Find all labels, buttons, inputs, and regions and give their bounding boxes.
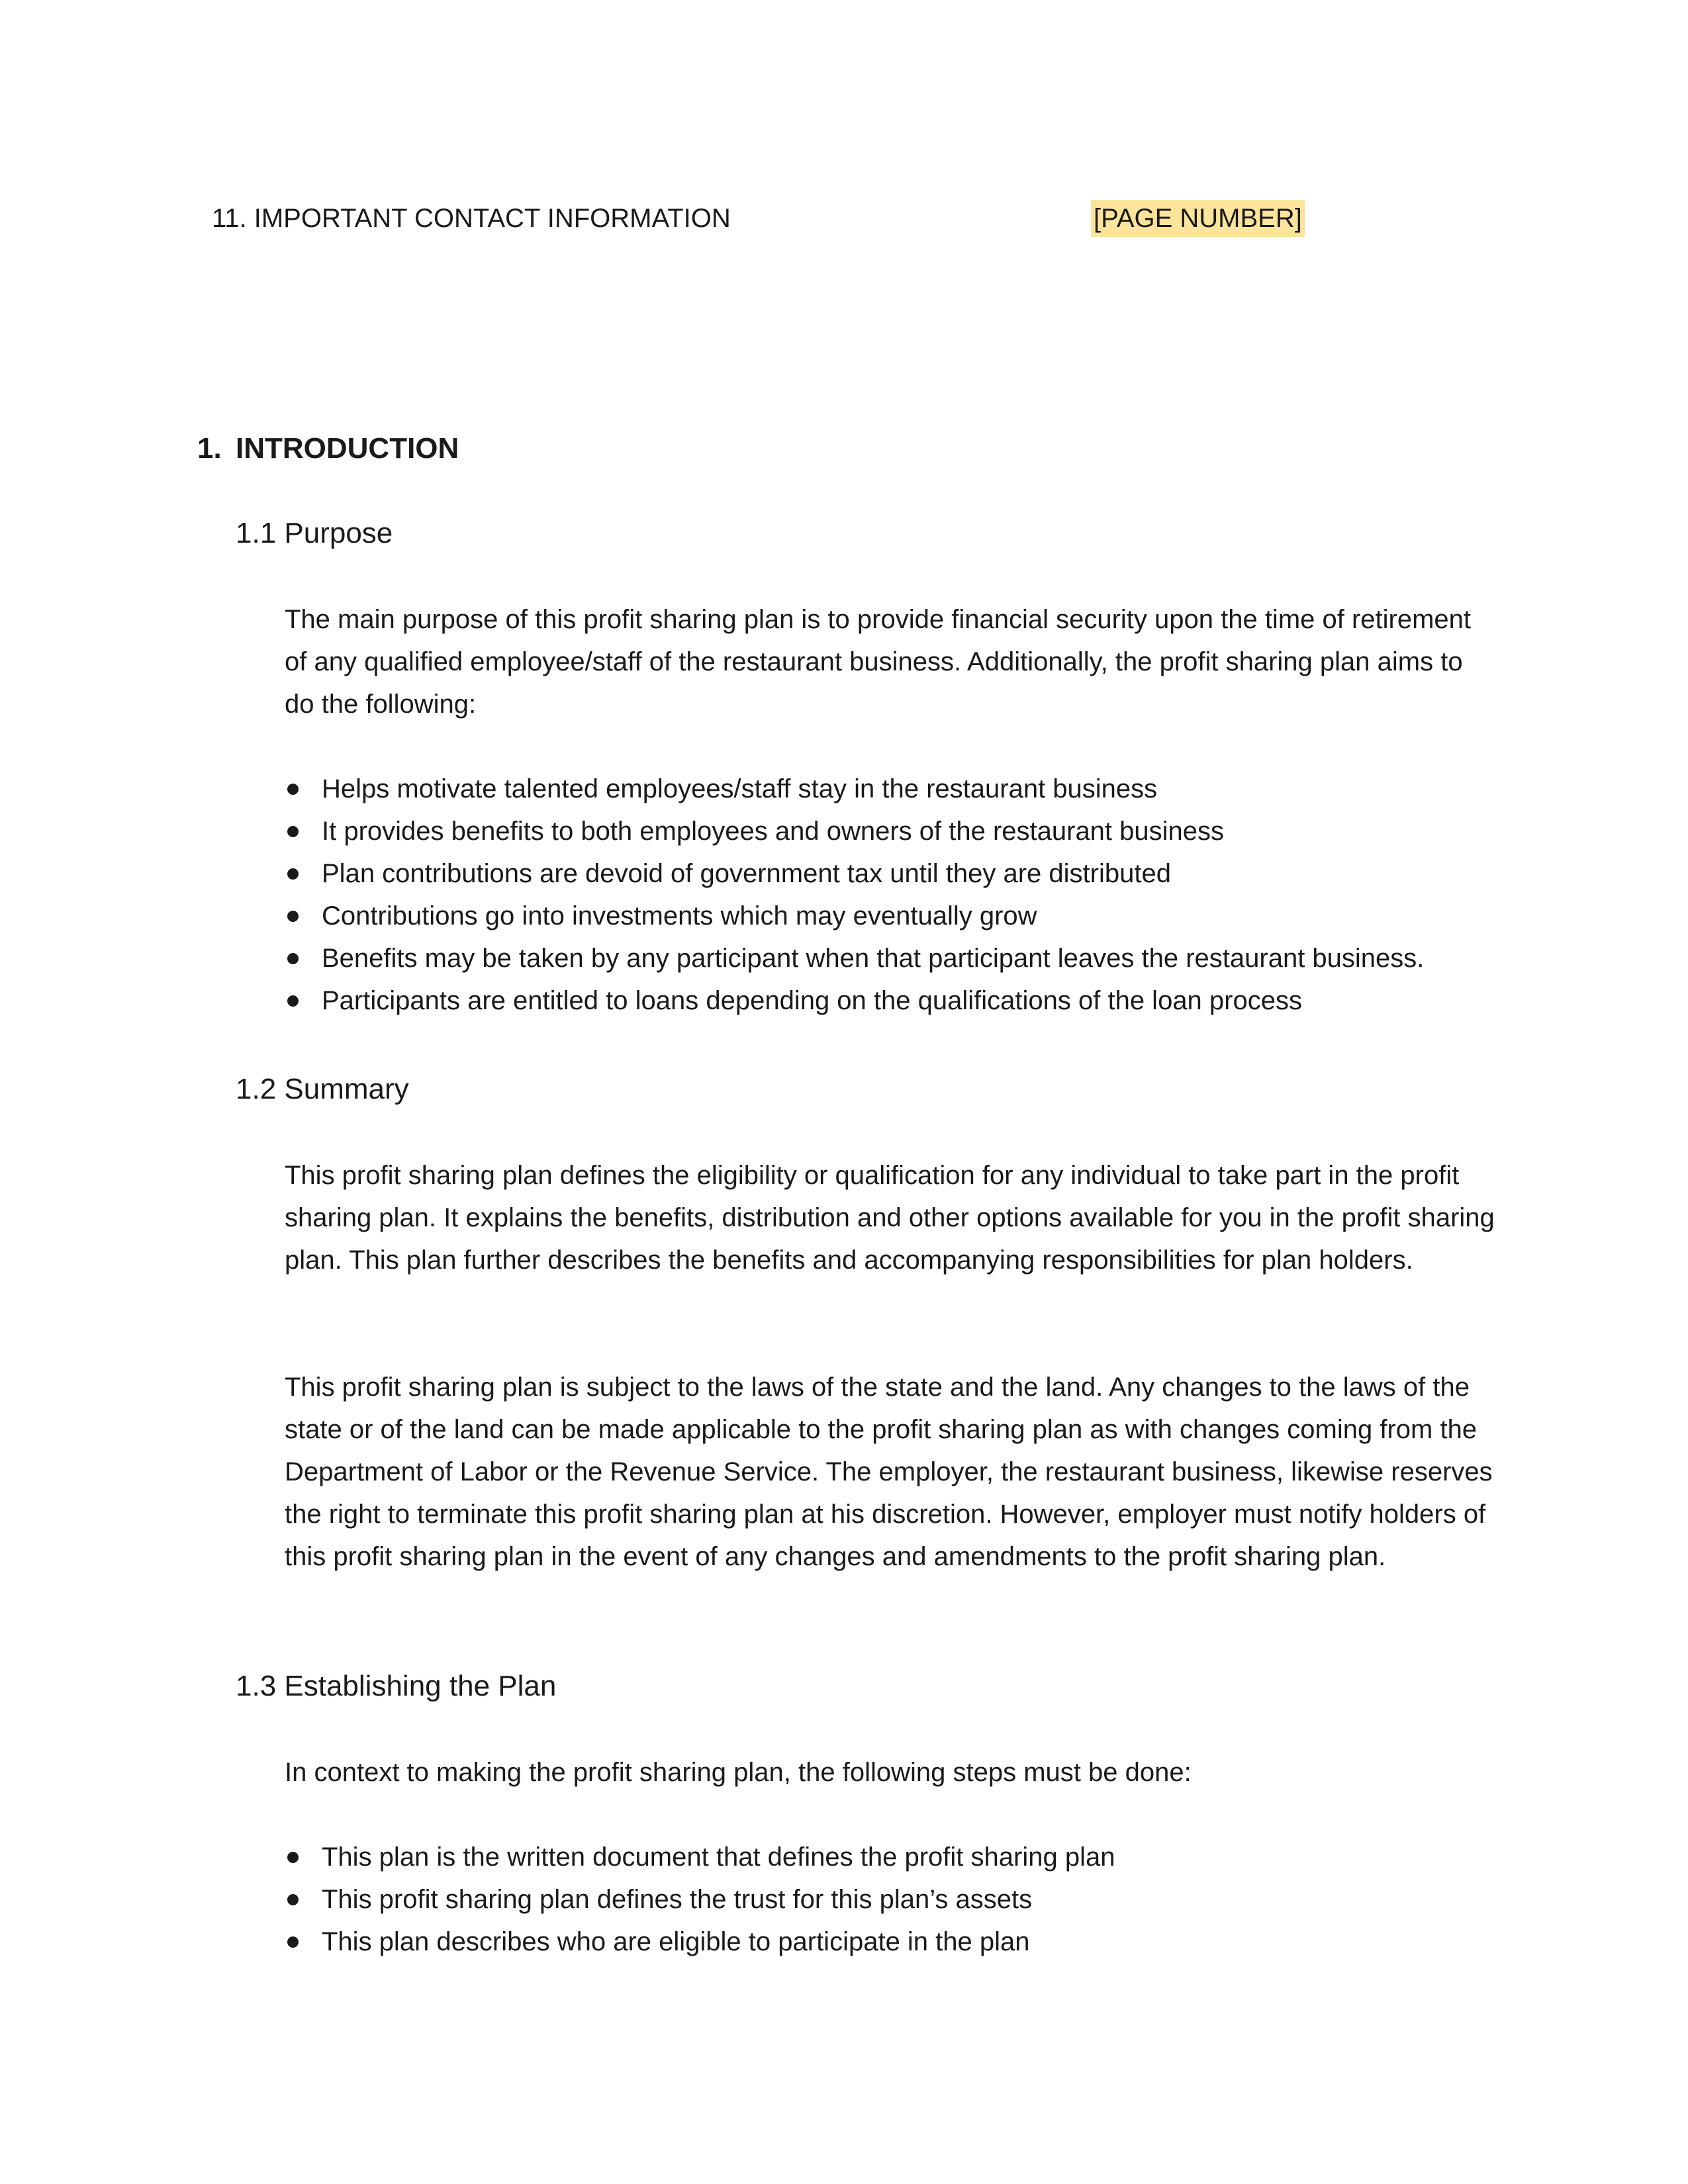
section-number: 1.	[197, 432, 222, 465]
bullet-icon	[287, 995, 299, 1007]
toc-page-number-placeholder: [PAGE NUMBER]	[1091, 200, 1305, 237]
purpose-bullet-list	[285, 768, 1542, 1022]
bullet-icon	[287, 868, 299, 880]
list-item: Participants are entitled to loans depending on the qualifications of the loan process	[285, 979, 1542, 1022]
establishing-bullet-list	[285, 1836, 1542, 1963]
bullet-icon	[287, 911, 299, 922]
section-heading	[197, 429, 459, 469]
section-title: INTRODUCTION	[236, 432, 459, 465]
list-item: This profit sharing plan defines the trust for this plan’s assets	[285, 1878, 1542, 1921]
establishing-paragraph: In context to making the profit sharing plan, the following steps must be done:	[285, 1758, 1192, 1787]
summary-paragraph-1: This profit sharing plan defines the eligibility or qualification for any individual to take part in the profit sharing plan. It explains the benefits, distribution and other options available for you in the profit sharing plan. This plan further describes the benefits and accompanying responsibilities for plan holders.	[285, 1161, 1495, 1275]
purpose-heading: 1.1 Purpose	[236, 517, 393, 549]
bullet-icon	[287, 1894, 299, 1905]
list-item: This plan is the written document that defines the profit sharing plan	[285, 1836, 1542, 1878]
list-item: Plan contributions are devoid of government tax until they are distributed	[285, 852, 1542, 895]
list-item: This plan describes who are eligible to participate in the plan	[285, 1921, 1542, 1963]
summary-paragraph-2: This profit sharing plan is subject to the laws of the state and the land. Any changes to the laws of the state or of the land can be made applicable to the profit sharing plan as with changes coming from the Department of Labor or the Revenue Service. The employer, the restaurant business, likewise reserves the right to terminate this profit sharing plan at his discretion. However, employer must notify holders of this profit sharing plan in the event of any changes and amendments to the profit sharing plan.	[285, 1373, 1493, 1571]
bullet-icon	[287, 1936, 299, 1948]
list-item: Contributions go into investments which may eventually grow	[285, 895, 1542, 937]
bullet-icon	[287, 784, 299, 795]
toc-entry-label: 11. IMPORTANT CONTACT INFORMATION	[212, 204, 731, 233]
summary-heading: 1.2 Summary	[236, 1073, 409, 1105]
toc-entry	[212, 199, 1304, 238]
purpose-paragraph: The main purpose of this profit sharing plan is to provide financial security upon the time of retirement of any qualified employee/staff of the restaurant business. Additionally, the profit sharing plan aims to do the following:	[285, 605, 1472, 719]
list-item: Benefits may be taken by any participant when that participant leaves the restaurant business.	[285, 937, 1542, 979]
bullet-icon	[287, 826, 299, 837]
list-item: It provides benefits to both employees and owners of the restaurant business	[285, 810, 1542, 852]
bullet-icon	[287, 1852, 299, 1863]
bullet-icon	[287, 953, 299, 964]
list-item: Helps motivate talented employees/staff stay in the restaurant business	[285, 768, 1542, 810]
establishing-heading: 1.3 Establishing the Plan	[236, 1670, 557, 1702]
